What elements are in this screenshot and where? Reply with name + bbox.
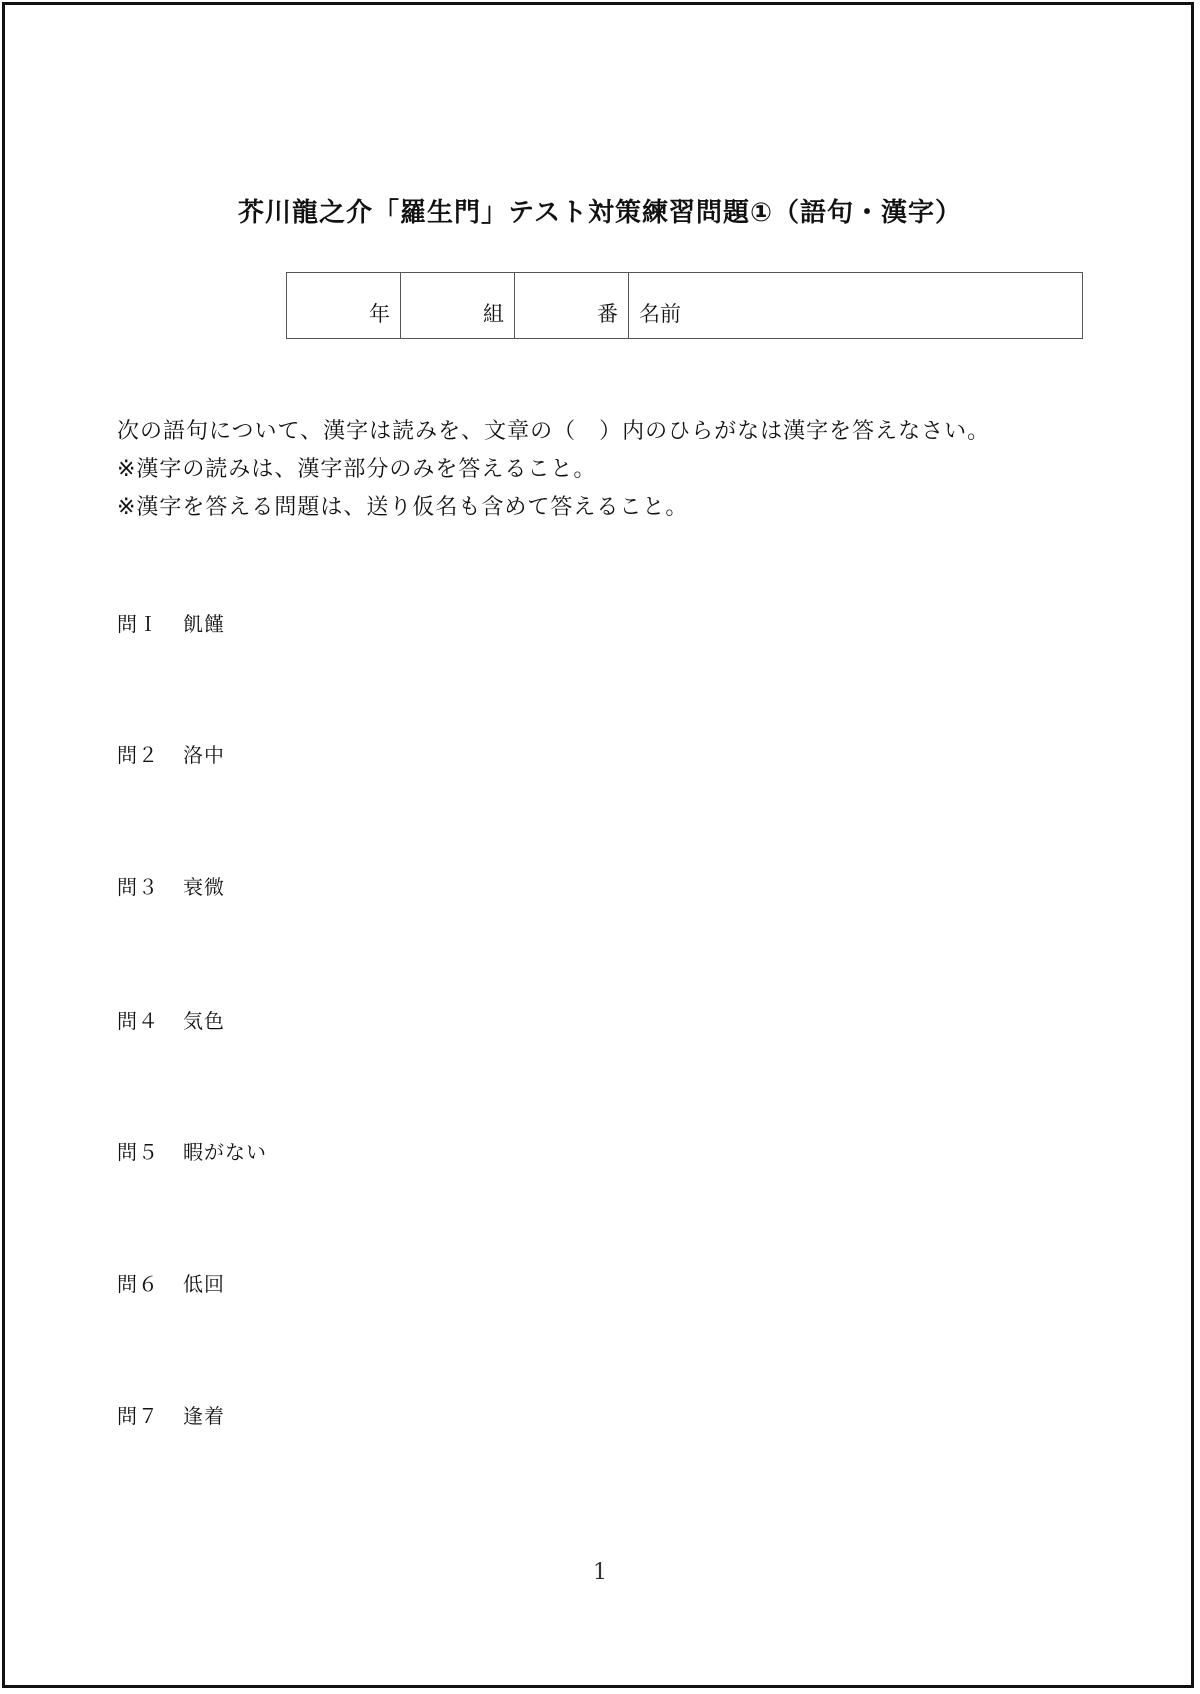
class-label: 組 xyxy=(483,302,504,326)
question-number: 問６ xyxy=(117,1272,159,1296)
question-item xyxy=(117,608,225,637)
instruction-line: ※漢字の読みは、漢字部分のみを答えること。 xyxy=(117,457,597,482)
student-info-table xyxy=(286,272,1083,339)
name-cell xyxy=(629,273,1082,338)
question-text: 洛中 xyxy=(183,743,225,767)
page-border xyxy=(2,2,1194,1688)
instruction-line: ※漢字を答える問題は、送り仮名も含めて答えること。 xyxy=(117,495,689,520)
question-number: 問２ xyxy=(117,743,159,767)
question-number: 問３ xyxy=(117,875,159,899)
number-label: 番 xyxy=(597,302,618,326)
year-label: 年 xyxy=(369,302,390,326)
question-number: 問４ xyxy=(117,1009,159,1033)
question-text: 衰微 xyxy=(183,875,225,899)
question-text: 気色 xyxy=(183,1009,225,1033)
page-number: 1 xyxy=(593,1560,607,1585)
question-item xyxy=(117,1268,225,1297)
page-title: 芥川龍之介「羅生門」テスト対策練習問題①（語句・漢字） xyxy=(238,198,962,228)
question-item xyxy=(117,1005,225,1034)
class-cell xyxy=(401,273,515,338)
instruction-line: 次の語句について、漢字は読みを、文章の（ ）内のひらがなは漢字を答えなさい。 xyxy=(117,419,991,444)
question-number: 問５ xyxy=(117,1140,159,1164)
year-cell xyxy=(287,273,401,338)
question-number: 問Ｉ xyxy=(117,612,159,636)
question-item xyxy=(117,871,225,900)
question-number: 問７ xyxy=(117,1404,159,1428)
question-item xyxy=(117,739,225,768)
question-text: 暇がない xyxy=(183,1140,267,1164)
number-cell xyxy=(515,273,629,338)
question-text: 飢饉 xyxy=(183,612,225,636)
question-item xyxy=(117,1400,225,1429)
name-label: 名前 xyxy=(639,302,681,326)
question-text: 逢着 xyxy=(183,1404,225,1428)
question-text: 低回 xyxy=(183,1272,225,1296)
instructions xyxy=(117,413,990,527)
question-item xyxy=(117,1136,267,1165)
